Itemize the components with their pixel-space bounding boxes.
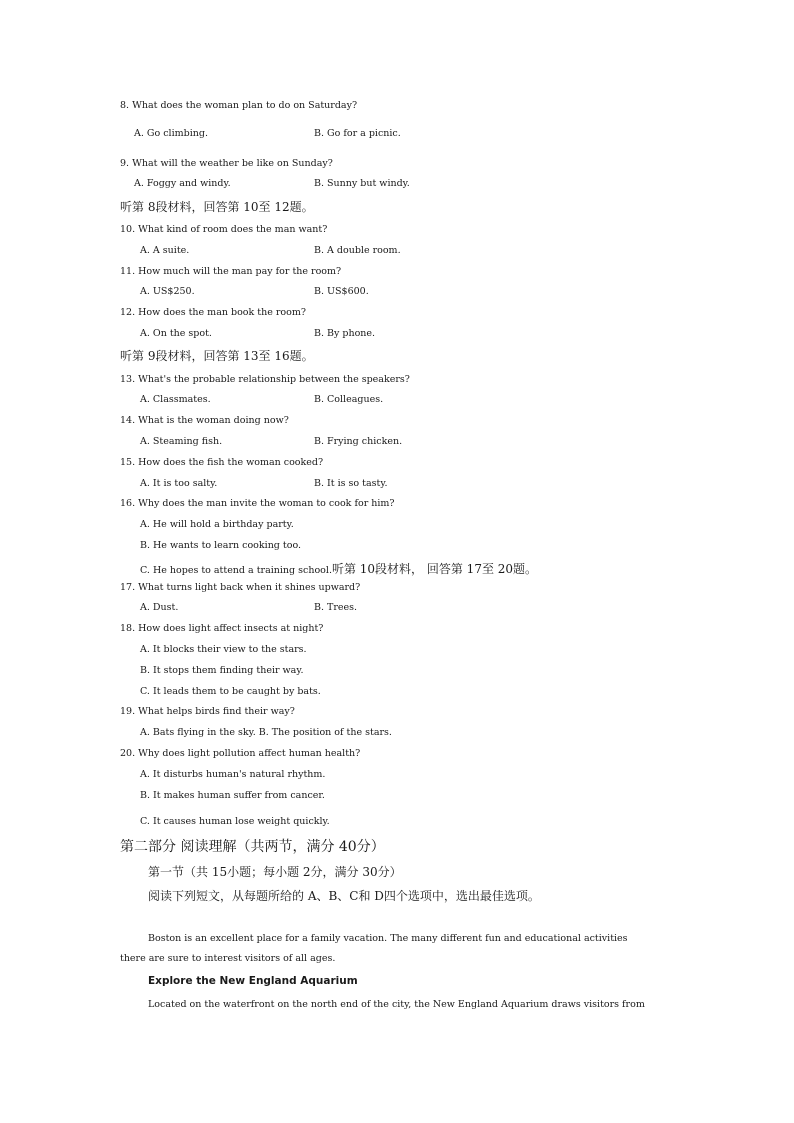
question-20-option-a: A. It disturbs human's natural rhythm.: [140, 769, 326, 780]
passage-paragraph-1-line-2: there are sure to interest visitors of all ages.: [120, 953, 336, 964]
question-10-option-b: B. A double room.: [314, 245, 401, 256]
question-12-option-a: A. On the spot.: [140, 328, 212, 339]
section-10-instruction: 听第 10段材料， 回答第 17至 20题。: [331, 562, 538, 576]
question-15-option-a: A. It is too salty.: [140, 478, 218, 489]
question-9-stem: 9. What will the weather be like on Sunday?: [120, 158, 333, 169]
question-17-stem: 17. What turns light back when it shines upward?: [120, 582, 361, 593]
question-9-option-b: B. Sunny but windy.: [314, 178, 410, 189]
question-14-stem: 14. What is the woman doing now?: [120, 415, 289, 426]
question-16-option-c-text: C. He hopes to attend a training school.: [140, 565, 332, 576]
question-16-option-c: [140, 561, 537, 577]
question-14-option-a: A. Steaming fish.: [140, 436, 223, 447]
question-10-stem: 10. What kind of room does the man want?: [120, 224, 328, 235]
question-19-options: A. Bats flying in the sky. B. The position of the stars.: [140, 727, 392, 738]
question-17-option-a: A. Dust.: [140, 602, 179, 613]
question-15-stem: 15. How does the fish the woman cooked?: [120, 457, 324, 468]
question-11-option-b: B. US$600.: [314, 286, 369, 297]
passage-paragraph-1-line-1: Boston is an excellent place for a family vacation. The many different fun and educational activities: [148, 933, 628, 944]
section-8-instruction: 听第 8段材料，回答第 10至 12题。: [120, 200, 314, 214]
question-11-stem: 11. How much will the man pay for the room?: [120, 266, 342, 277]
question-16-option-b: B. He wants to learn cooking too.: [140, 540, 302, 551]
question-13-option-a: A. Classmates.: [140, 394, 211, 405]
question-19-stem: 19. What helps birds find their way?: [120, 706, 295, 717]
question-15-option-b: B. It is so tasty.: [314, 478, 388, 489]
question-10-option-a: A. A suite.: [140, 245, 190, 256]
question-16-stem: 16. Why does the man invite the woman to cook for him?: [120, 498, 395, 509]
question-12-stem: 12. How does the man book the room?: [120, 307, 306, 318]
part2-section1: 第一节（共 15小题；每小题 2分，满分 30分）: [148, 865, 402, 879]
question-18-option-b: B. It stops them finding their way.: [140, 665, 304, 676]
question-20-option-c: C. It causes human lose weight quickly.: [140, 816, 330, 827]
part2-instruction: 阅读下列短文，从每题所给的 A、B、C和 D四个选项中，选出最佳选项。: [148, 889, 540, 903]
question-13-stem: 13. What's the probable relationship between the speakers?: [120, 374, 410, 385]
question-9-option-a: A. Foggy and windy.: [134, 178, 231, 189]
question-8-option-b: B. Go for a picnic.: [314, 128, 401, 139]
question-20-option-b: B. It makes human suffer from cancer.: [140, 790, 325, 801]
section-9-instruction: 听第 9段材料，回答第 13至 16题。: [120, 349, 314, 363]
question-11-option-a: A. US$250.: [140, 286, 195, 297]
question-16-option-a: A. He will hold a birthday party.: [140, 519, 294, 530]
question-18-option-c: C. It leads them to be caught by bats.: [140, 686, 321, 697]
passage-paragraph-2-line-1: Located on the waterfront on the north end of the city, the New England Aquarium draws visitors from: [148, 999, 645, 1010]
question-17-option-b: B. Trees.: [314, 602, 358, 613]
question-20-stem: 20. Why does light pollution affect human health?: [120, 748, 361, 759]
question-12-option-b: B. By phone.: [314, 328, 376, 339]
question-8-stem: 8. What does the woman plan to do on Saturday?: [120, 100, 358, 111]
passage-heading: Explore the New England Aquarium: [148, 975, 358, 987]
question-14-option-b: B. Frying chicken.: [314, 436, 403, 447]
question-8-option-a: A. Go climbing.: [134, 128, 208, 139]
question-18-option-a: A. It blocks their view to the stars.: [140, 644, 307, 655]
question-18-stem: 18. How does light affect insects at night?: [120, 623, 324, 634]
part2-title: 第二部分 阅读理解（共两节，满分 40分）: [120, 839, 385, 855]
question-13-option-b: B. Colleagues.: [314, 394, 384, 405]
